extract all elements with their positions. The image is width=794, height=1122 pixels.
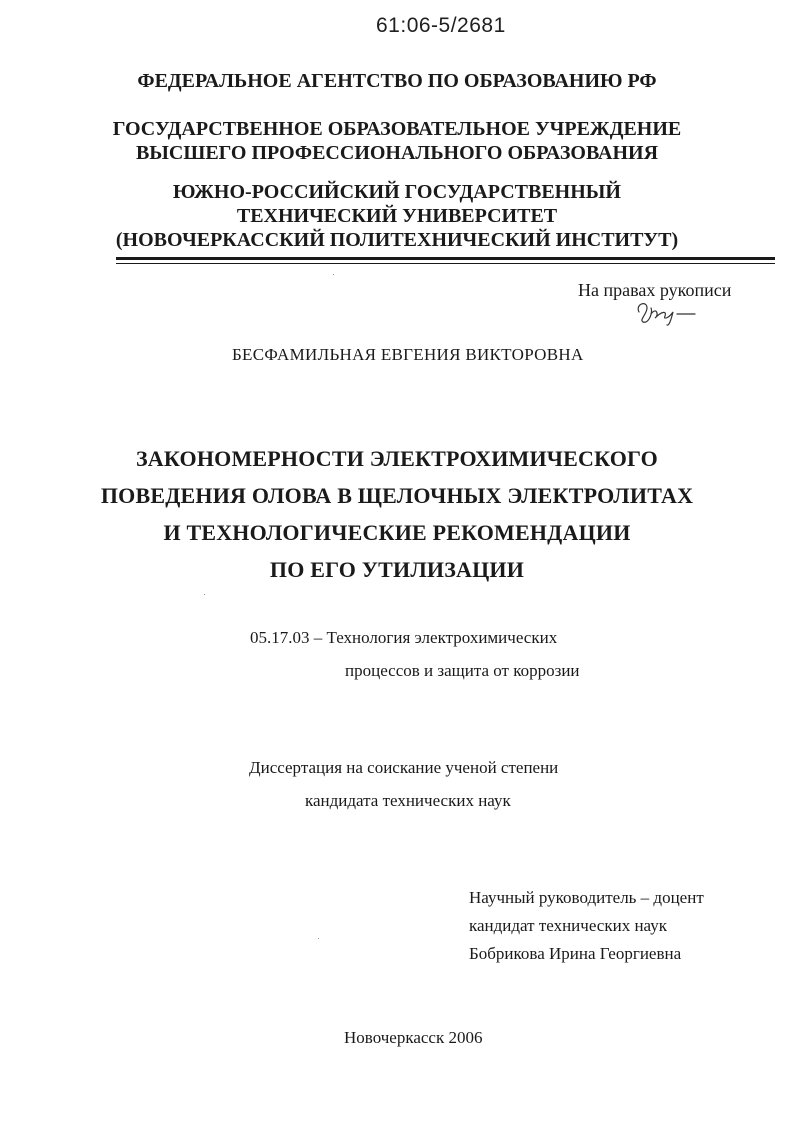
scan-speck: [204, 594, 205, 595]
institution-line-2: ВЫСШЕГО ПРОФЕССИОНАЛЬНОГО ОБРАЗОВАНИЯ: [135, 142, 659, 164]
university-heading: [0, 180, 794, 252]
scan-speck: [333, 274, 334, 275]
supervisor-line-2: кандидат технических наук: [469, 916, 667, 935]
university-line-1: ЮЖНО-РОССИЙСКИЙ ГОСУДАРСТВЕННЫЙ: [173, 181, 621, 203]
specialty-line-1: 05.17.03 – Технология электрохимических: [250, 628, 558, 647]
university-line-3: (НОВОЧЕРКАССКИЙ ПОЛИТЕХНИЧЕСКИЙ ИНСТИТУТ): [115, 229, 679, 251]
rights-note: На правах рукописи: [578, 280, 732, 300]
city-year: Новочеркасск 2006: [344, 1028, 483, 1047]
university-line-2: ТЕХНИЧЕСКИЙ УНИВЕРСИТЕТ: [236, 205, 558, 227]
dissertation-title: [0, 440, 794, 588]
degree-line-2: кандидата технических наук: [305, 791, 511, 810]
institution-line-1: ГОСУДАРСТВЕННОЕ ОБРАЗОВАТЕЛЬНОЕ УЧРЕЖДЕНИЕ: [112, 118, 682, 140]
title-line-1: ЗАКОНОМЕРНОСТИ ЭЛЕКТРОХИМИЧЕСКОГО: [136, 446, 658, 471]
header-divider-thick: [116, 257, 775, 260]
supervisor-line-3: Бобрикова Ирина Георгиевна: [469, 944, 682, 963]
header-divider-thin: [116, 263, 775, 264]
agency-heading: ФЕДЕРАЛЬНОЕ АГЕНТСТВО ПО ОБРАЗОВАНИЮ РФ: [137, 70, 657, 92]
supervisor-line-1: Научный руководитель – доцент: [469, 888, 704, 907]
title-line-2: ПОВЕДЕНИЯ ОЛОВА В ЩЕЛОЧНЫХ ЭЛЕКТРОЛИТАХ: [100, 483, 694, 508]
scan-speck: [318, 938, 319, 939]
institution-heading: [0, 117, 794, 165]
specialty-line-2: процессов и защита от коррозии: [345, 661, 580, 680]
title-line-4: ПО ЕГО УТИЛИЗАЦИИ: [269, 557, 525, 582]
degree-line-1: Диссертация на соискание ученой степени: [249, 758, 559, 777]
catalog-number: 61:06-5/2681: [376, 14, 506, 37]
title-line-3: И ТЕХНОЛОГИЧЕСКИЕ РЕКОМЕНДАЦИИ: [163, 520, 631, 545]
signature: [633, 298, 703, 326]
author-name: БЕСФАМИЛЬНАЯ ЕВГЕНИЯ ВИКТОРОВНА: [232, 345, 584, 364]
